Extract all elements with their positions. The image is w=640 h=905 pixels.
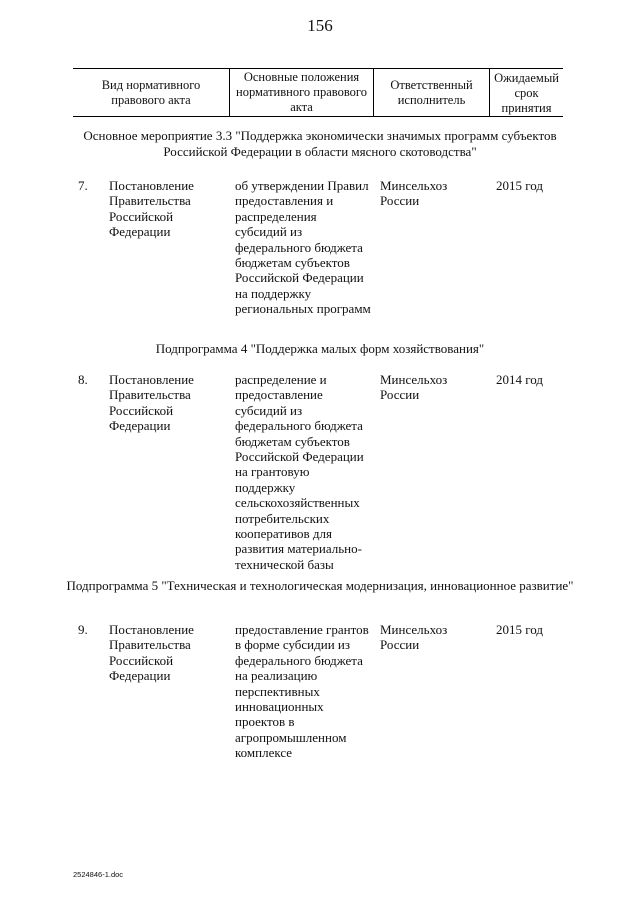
row-description: об утверждении Правил предоставления и распределения субсидий из федерального бюджета бюджетам субъектов Российской Федерации на поддержку региональных программ [235, 178, 371, 317]
page-number: 156 [307, 16, 333, 35]
row-number: 9. [78, 622, 88, 637]
row-description: распределение и предоставление субсидий из федерального бюджета бюджетам субъектов Российской Федерации на грантовую поддержку сельскохозяйственных потребительских кооперативов для развития материально-технической базы [235, 372, 364, 572]
row-responsible: Минсельхоз России [380, 372, 448, 403]
footer-filename: 2524846-1.doc [73, 870, 124, 879]
row-number: 7. [78, 178, 88, 193]
header-main-provisions: Основные положения нормативного правового акта [230, 69, 374, 116]
header-act-type: Вид нормативного правового акта [73, 69, 230, 116]
row-term: 2015 год [496, 178, 543, 193]
row-term: 2014 год [496, 372, 543, 387]
row-description: предоставление грантов в форме субсидии из федерального бюджета на реализацию перспективных инновационных проектов в агропромышленном комплексе [235, 622, 369, 761]
row-act-type: Постановление Правительства Российской Федерации [109, 622, 194, 684]
row-number: 8. [78, 372, 88, 387]
table-header [73, 68, 563, 117]
section-title: Подпрограмма 4 "Поддержка малых форм хозяйствования" [155, 341, 485, 356]
section-title: Основное мероприятие 3.3 "Поддержка экономически значимых программ субъектов Российской Федерации в области мясного скотоводства" [83, 128, 557, 159]
row-responsible: Минсельхоз России [380, 178, 448, 209]
row-responsible: Минсельхоз России [380, 622, 448, 653]
row-act-type: Постановление Правительства Российской Федерации [109, 372, 194, 434]
row-act-type: Постановление Правительства Российской Федерации [109, 178, 194, 240]
row-term: 2015 год [496, 622, 543, 637]
section-title: Подпрограмма 5 "Техническая и технологическая модернизация, инновационное развитие" [66, 578, 574, 593]
header-expected-date: Ожидаемый срок принятия [494, 71, 559, 115]
header-responsible: Ответственный исполнитель [374, 69, 490, 116]
